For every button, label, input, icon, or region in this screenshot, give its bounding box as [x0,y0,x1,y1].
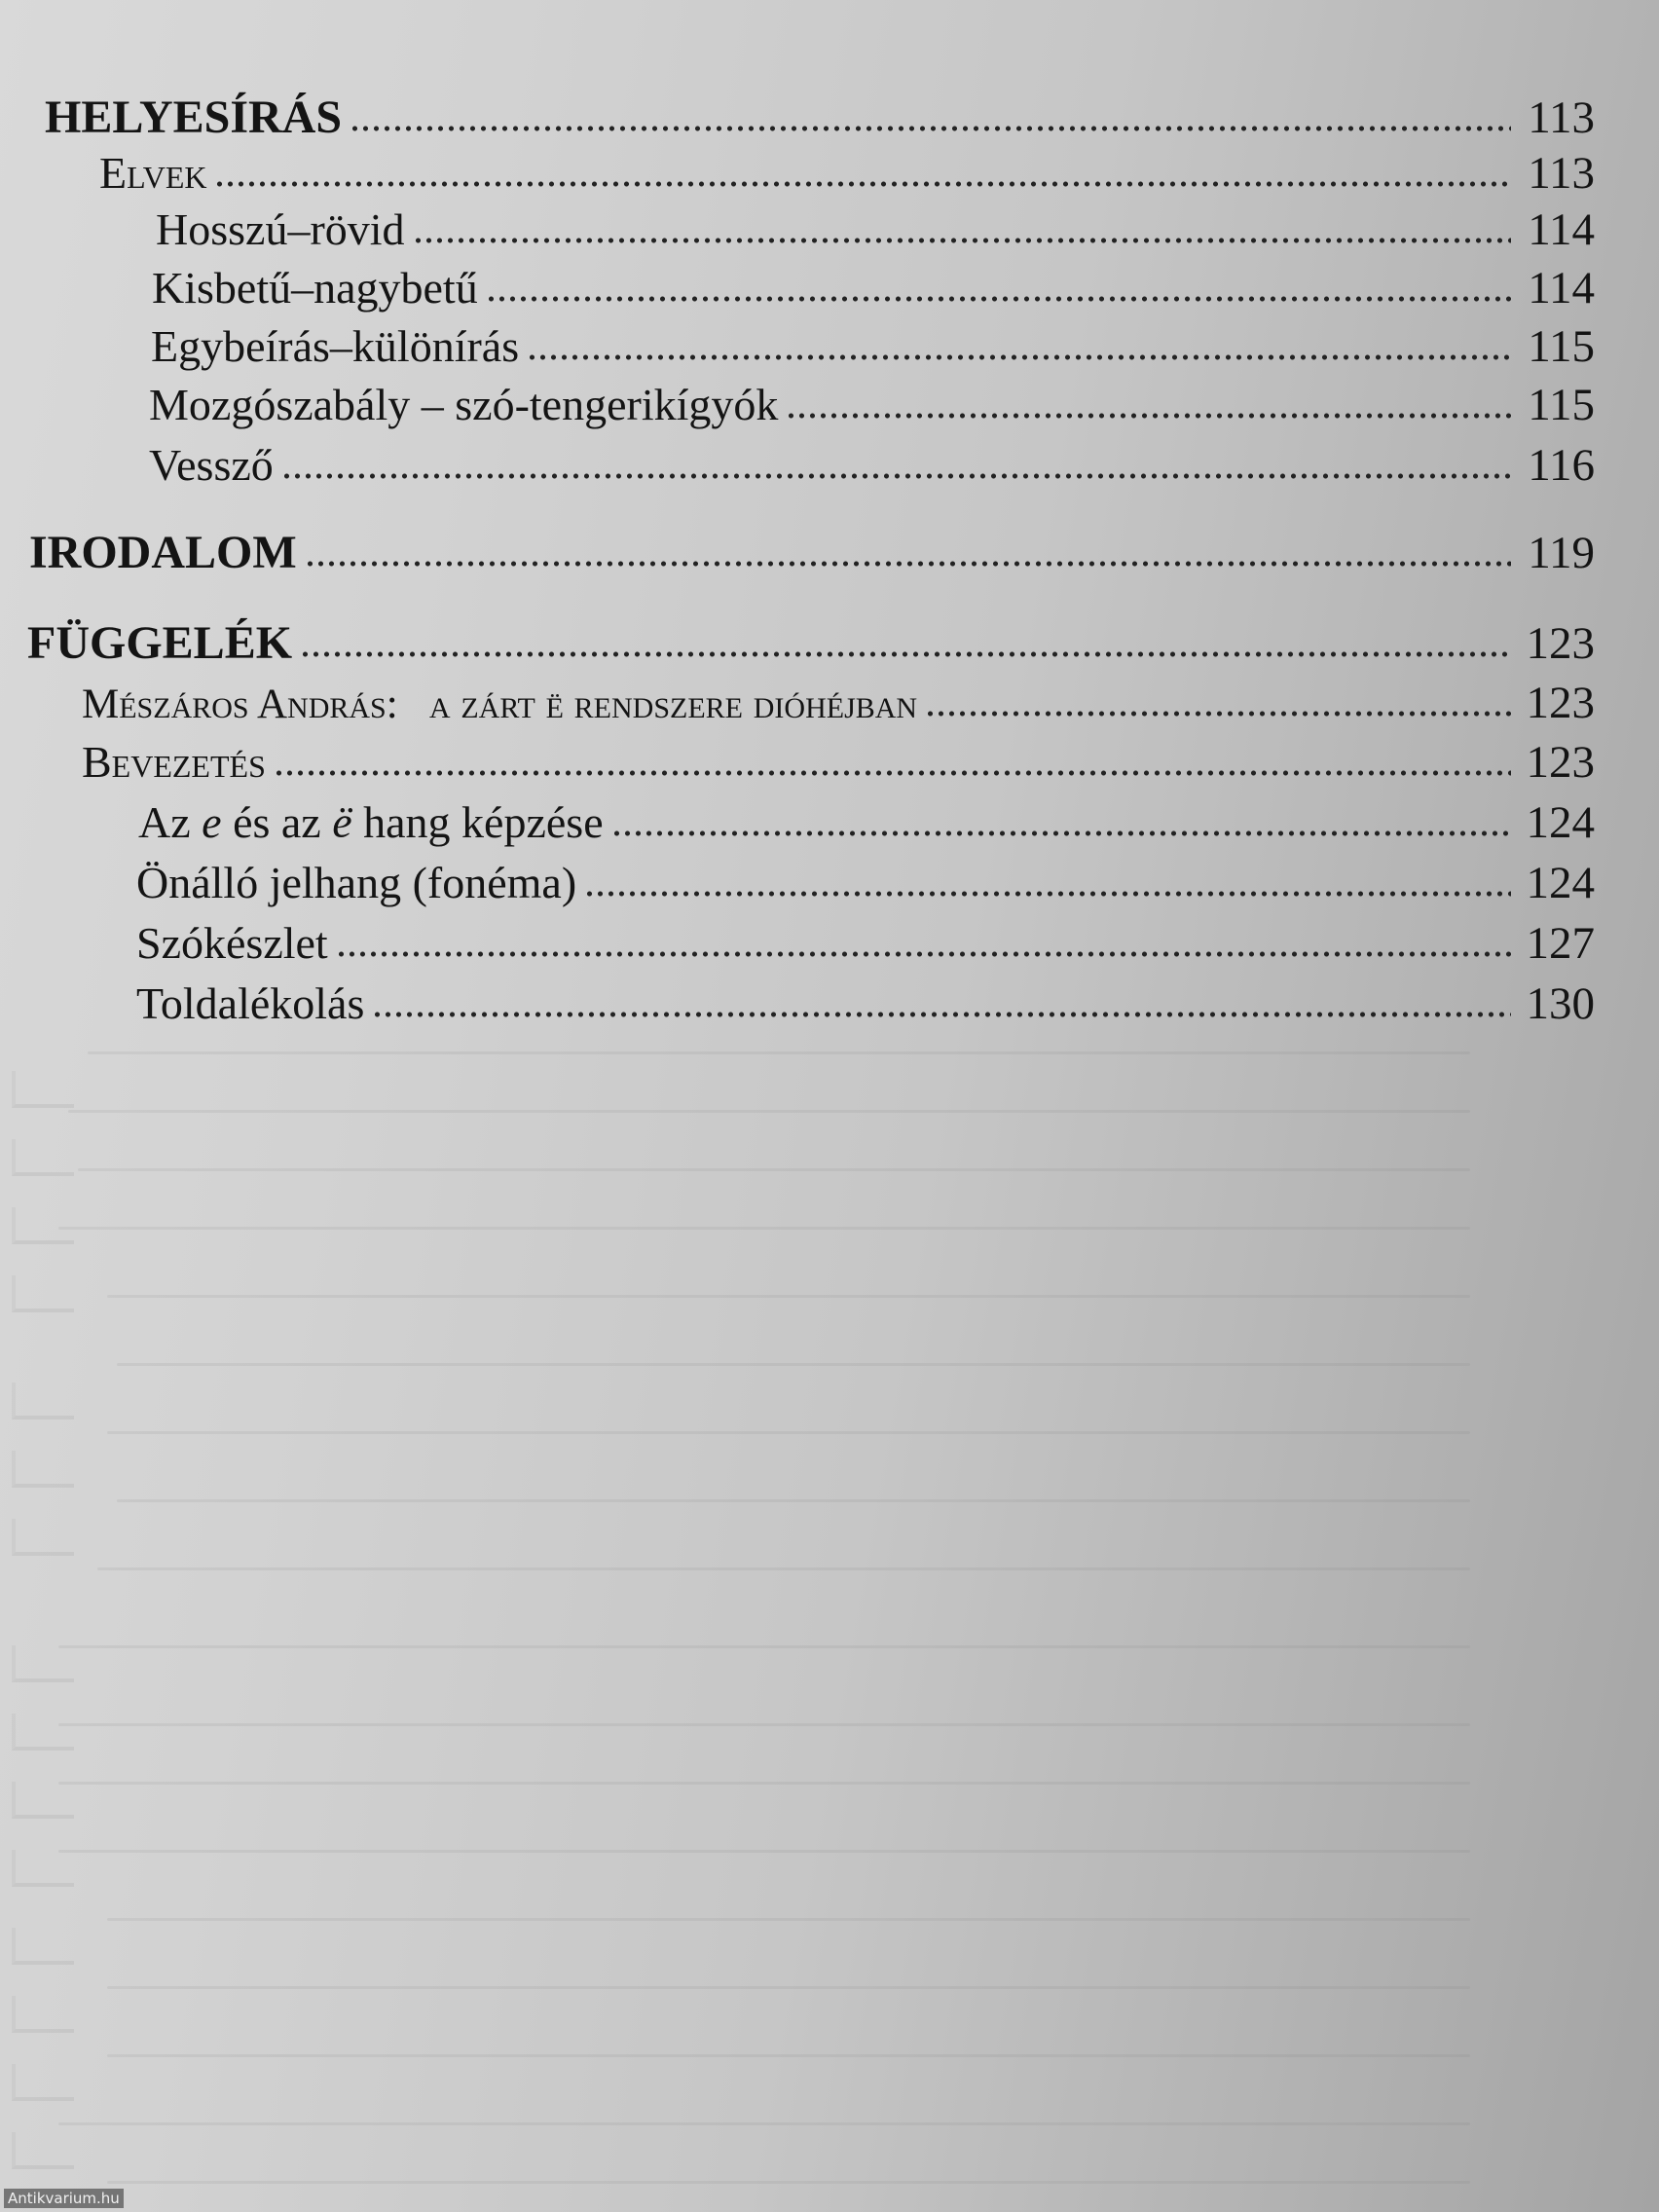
toc-entry-kisbetu-nagybetu [152,261,1595,315]
dot-leader [413,237,1511,244]
toc-entry-page: 130 [1526,978,1595,1029]
toc-entry-page: 114 [1528,204,1595,255]
toc-entry-szokeszlet [136,916,1595,971]
toc-entry-page: 123 [1526,618,1595,669]
toc-entry-page: 119 [1528,528,1595,578]
dot-leader [350,125,1511,132]
dot-leader [214,180,1511,188]
toc-entry-elvek [99,146,1595,201]
toc-entry-title: Egybeírás–különírás [151,321,520,371]
dot-leader [486,295,1511,303]
toc-entry-meszaros-andras [82,676,1595,730]
toc-entry-title: Kisbetű–nagybetű [152,263,478,313]
toc-entry-title: FÜGGELÉK [27,617,293,669]
dot-leader [300,650,1511,658]
dot-leader [336,950,1511,958]
toc-entry-bevezetes [82,735,1595,790]
dot-leader [274,769,1511,777]
toc-entry-title: Hosszú–rövid [156,204,405,254]
toc-entry-page: 124 [1526,858,1595,908]
toc-entry-egybeiras-kulonlras [151,319,1595,374]
toc-entry-title: Szókészlet [136,918,328,968]
toc-entry-title: IRODALOM [29,527,297,578]
toc-entry-title: Az e és az ë hang képzése [138,797,604,847]
toc-entry-fuggelek [27,616,1595,671]
toc-entry-helyesiras [45,91,1595,145]
dot-leader [584,890,1511,898]
toc-entry-mozgoszabaly [149,378,1595,432]
toc-entry-page: 114 [1528,263,1595,313]
toc-entry-title: Önálló jelhang (fonéma) [136,858,577,907]
dot-leader [925,710,1511,718]
toc-entry-title: Toldalékolás [136,978,365,1028]
watermark: Antikvarium.hu [4,2189,124,2208]
toc-entry-page: 113 [1528,148,1595,199]
toc-entry-page: 124 [1526,797,1595,848]
toc-entry-page: 127 [1526,918,1595,969]
toc-entry-hang-kepzese [138,795,1595,850]
toc-entry-title: Vessző [149,440,274,490]
toc-entry-toldalekolas [136,977,1595,1031]
toc-entry-title: HELYESÍRÁS [45,92,343,143]
dot-leader [611,830,1511,837]
toc-entry-title: Mozgószabály – szó-tengerikígyók [149,380,779,429]
toc-entry-title: Bevezetés [82,737,266,787]
toc-entry-page: 116 [1528,440,1595,491]
toc-entry-title: Elvek [99,148,207,198]
toc-entry-title: Mészáros András: a zárt ë rendszere dióhéjban [82,682,918,727]
toc-entry-page: 123 [1526,678,1595,728]
dot-leader [527,353,1511,361]
toc-entry-page: 113 [1528,92,1595,143]
toc-entry-onallo-jelhang [136,856,1595,910]
toc-entry-page: 115 [1528,321,1595,372]
toc-entry-page: 123 [1526,737,1595,788]
dot-leader [786,412,1511,420]
toc-entry-vesszo [149,438,1595,493]
toc-entry-hosszu-rovid [156,203,1595,257]
dot-leader [305,560,1511,568]
dot-leader [372,1011,1511,1018]
toc-entry-irodalom [29,526,1595,580]
toc-entry-page: 115 [1528,380,1595,430]
dot-leader [281,472,1511,480]
